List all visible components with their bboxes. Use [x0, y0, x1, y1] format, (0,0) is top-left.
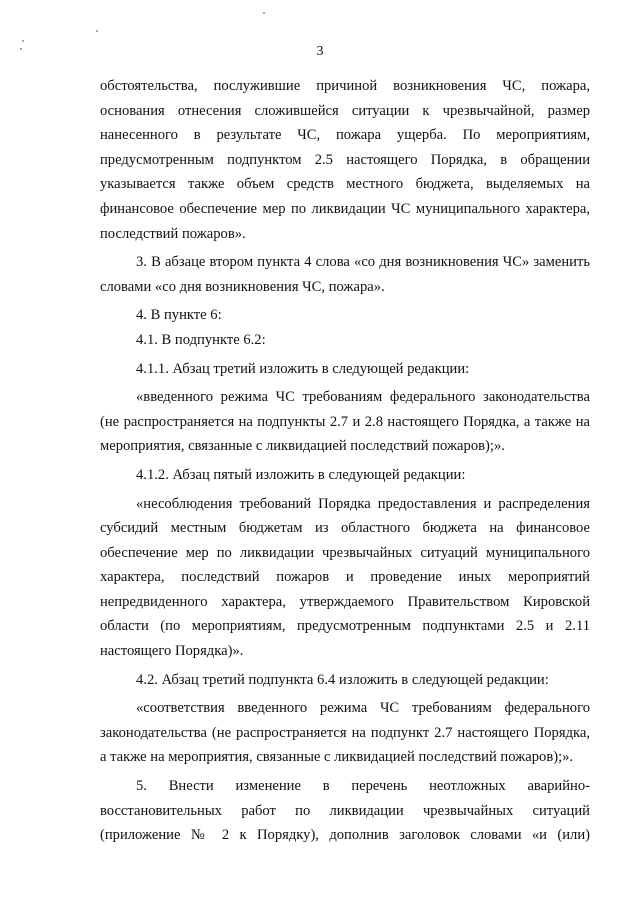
scan-speck [22, 40, 24, 42]
paragraph-item-4-2: 4.2. Абзац третий подпункта 6.4 изложить в следующей редакции: [136, 671, 549, 688]
paragraph-item-5: 5. Внести изменение в перечень неотложных аварийно-восстановительных работ по ликвидации чрезвычайных ситуаций (приложение № 2 к Порядку), дополнив заголовок словами «и (или) [100, 778, 590, 844]
page-number: 3 [316, 44, 324, 59]
scan-speck [263, 12, 265, 14]
paragraph-item-3: 3. В абзаце втором пункта 4 слова «со дня возникновения ЧС» заменить словами «со дня возникновения ЧС, пожара». [100, 254, 590, 295]
quote-item-4-1-2: «несоблюдения требований Порядка предоставления и распределения субсидий местным бюджетам из областного бюджета на финансовое обеспечение мер по ликвидации чрезвычайных ситуаций муниципального характера, последствий пожаров и проведение иных мероприятий непредвиденного характера, утверждаемого Правительством Кировской области (по мероприятиям, предусмотренным подпунктами 2.5 и 2.11 настоящего Порядка)». [100, 495, 590, 660]
document-body [100, 74, 590, 848]
paragraph-intro-continuation: обстоятельства, послужившие причиной возникновения ЧС, пожара, основания отнесения сложившейся ситуации к чрезвычайной, размер нанесенного в результате ЧС, пожара ущерба. По мероприятиям, предусмотренным подпунктом 2.5 настоящего Порядка, в обращении указывается также объем средств местного бюджета, выделяемых на финансовое обеспечение мер по ликвидации ЧС муниципального характера, последствий пожаров». [100, 78, 590, 242]
quote-item-4-1-1: «введенного режима ЧС требованиям федерального законодательства (не распространяется на подпункты 2.7 и 2.8 настоящего Порядка, а также на мероприятия, связанные с ликвидацией последствий пожаров);». [100, 389, 590, 455]
paragraph-item-4-1-1: 4.1.1. Абзац третий изложить в следующей редакции: [136, 360, 470, 377]
paragraph-item-4-1-2: 4.1.2. Абзац пятый изложить в следующей редакции: [136, 466, 466, 483]
quote-item-4-2: «соответствия введенного режима ЧС требованиям федерального законодательства (не распространяется на подпункт 2.7 настоящего Порядка, а также на мероприятия, связанные с ликвидацией последствий пожаров);». [100, 700, 590, 766]
scan-speck [96, 30, 98, 32]
paragraph-item-4: 4. В пункте 6: [136, 307, 222, 324]
paragraph-item-4-1: 4.1. В подпункте 6.2: [136, 331, 266, 348]
